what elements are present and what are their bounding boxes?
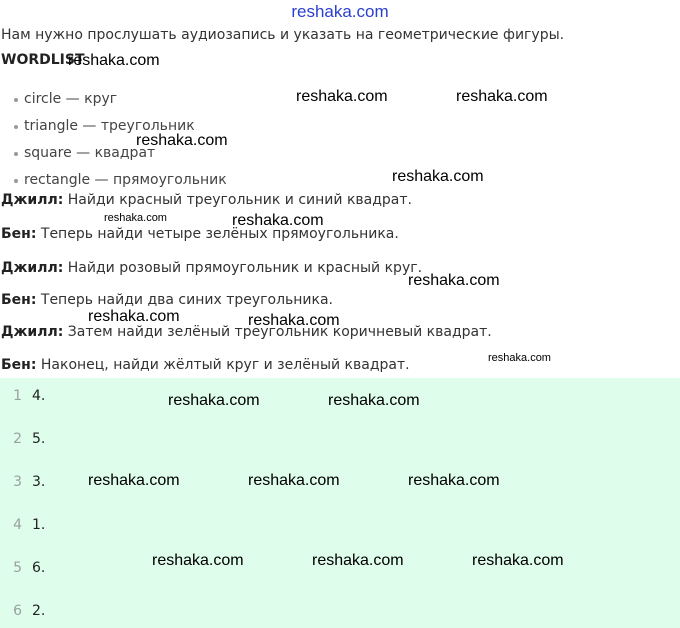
watermark: reshaka.com <box>408 472 500 489</box>
dialogue-text: Затем найди зелёный треугольник коричневый квадрат. <box>63 324 492 340</box>
watermark: reshaka.com <box>248 472 340 489</box>
watermark: reshaka.com <box>392 168 484 185</box>
answer-value: 5. <box>32 431 46 447</box>
speaker-name: Джилл: <box>1 192 64 208</box>
wordlist-item: square — квадрат <box>14 143 227 170</box>
watermark: reshaka.com <box>328 392 420 409</box>
dialogue-line <box>1 292 333 308</box>
dialogue-line <box>1 260 422 276</box>
dialogue-text: Теперь найди два синих треугольника. <box>36 292 334 308</box>
answer-value: 3. <box>32 474 46 490</box>
answer-row <box>0 558 45 578</box>
watermark: reshaka.com <box>488 352 551 364</box>
dialogue-text: Теперь найди четыре зелёных прямоугольника. <box>36 226 399 242</box>
answer-number: 4 <box>13 517 22 533</box>
wordlist-item: circle — круг <box>14 89 227 116</box>
answer-list <box>0 378 680 628</box>
watermark: reshaka.com <box>312 552 404 569</box>
answer-number: 5 <box>13 560 22 576</box>
watermark: reshaka.com <box>104 212 167 224</box>
dialogue-text: Наконец, найди жёлтый круг и зелёный квадрат. <box>36 357 410 373</box>
dialogue-text: Найди красный треугольник и синий квадрат. <box>63 192 412 208</box>
watermark: reshaka.com <box>88 472 180 489</box>
wordlist-item: triangle — треугольник <box>14 116 227 143</box>
watermark: reshaka.com <box>152 552 244 569</box>
site-link[interactable]: reshaka.com <box>291 2 389 21</box>
watermark: reshaka.com <box>456 88 548 105</box>
answer-number: 1 <box>13 388 22 404</box>
dialogue-line <box>1 357 410 373</box>
speaker-name: Джилл: <box>1 260 64 276</box>
wordlist-item: rectangle — прямоугольник <box>14 170 227 197</box>
speaker-name: Джилл: <box>1 324 64 340</box>
answer-row <box>0 472 45 492</box>
watermark: reshaka.com <box>168 392 260 409</box>
answer-row <box>0 515 45 535</box>
speaker-name: Бен: <box>1 292 37 308</box>
answer-value: 1. <box>32 517 46 533</box>
answer-number: 3 <box>13 474 22 490</box>
watermark: reshaka.com <box>296 88 388 105</box>
intro-text: Нам нужно прослушать аудиозапись и указать на геометрические фигуры. <box>1 27 565 43</box>
dialogue-line <box>1 226 399 242</box>
answer-row <box>0 429 45 449</box>
watermark: reshaka.com <box>136 132 228 149</box>
dialogue-line <box>1 192 412 208</box>
speaker-name: Бен: <box>1 357 37 373</box>
watermark: reshaka.com <box>408 272 500 289</box>
watermark: reshaka.com <box>472 552 564 569</box>
answer-number: 2 <box>13 431 22 447</box>
speaker-name: Бен: <box>1 226 37 242</box>
watermark: reshaka.com <box>88 308 180 325</box>
answer-value: 6. <box>32 560 46 576</box>
answer-number: 6 <box>13 603 22 619</box>
answer-value: 4. <box>32 388 46 404</box>
answer-row <box>0 386 45 406</box>
answer-row <box>0 601 45 621</box>
dialogue-line <box>1 324 492 340</box>
watermark: reshaka.com <box>248 312 340 329</box>
answer-value: 2. <box>32 603 46 619</box>
wordlist-title: WORDLIST <box>1 52 85 68</box>
watermark: reshaka.com <box>232 212 324 229</box>
watermark: reshaka.com <box>68 52 160 69</box>
dialogue-text: Найди розовый прямоугольник и красный круг. <box>63 260 423 276</box>
